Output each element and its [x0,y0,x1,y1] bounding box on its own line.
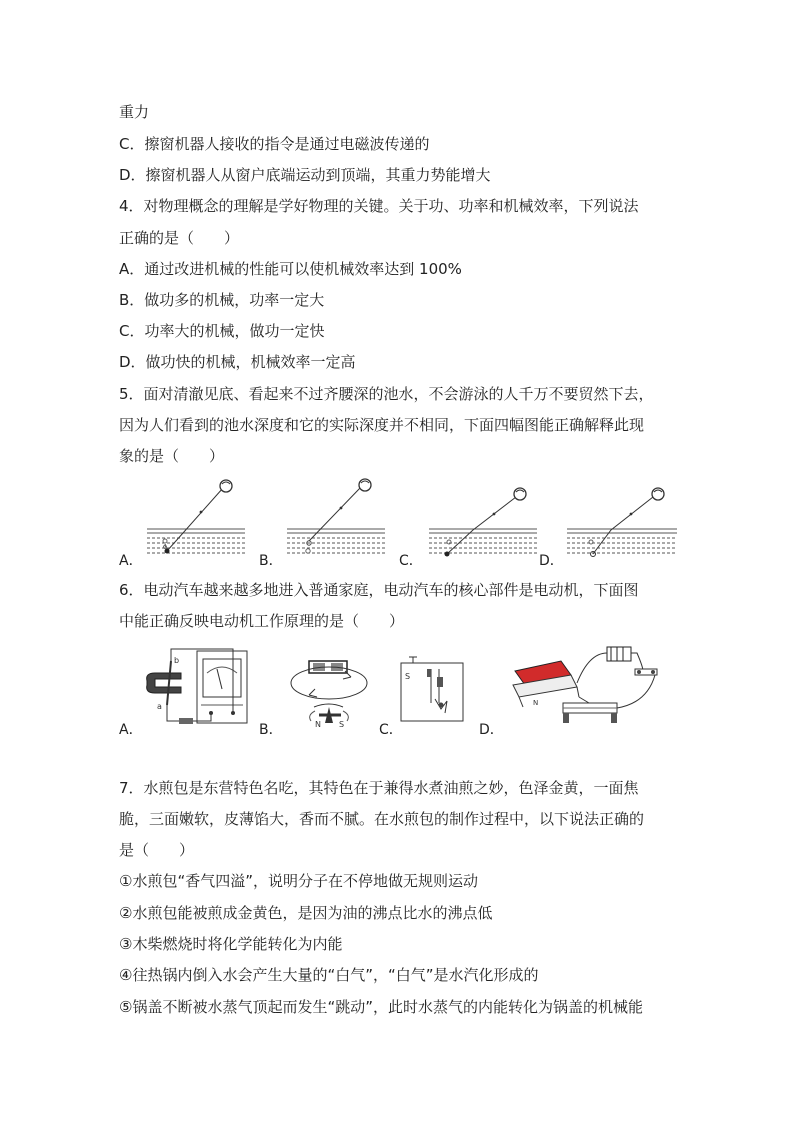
q6-c-label-s: S [405,672,411,681]
q7-item-2: ②水煎包能被煎成金黄色，是因为油的沸点比水的沸点低 [119,904,493,922]
q6-label-b: B． [259,722,283,738]
q6-figure-row [119,643,679,738]
q4-option-c: C．功率大的机械，做功一定快 [119,322,325,340]
q6-figure-a [119,643,259,738]
q7-stem-line2: 脆，三面嫩软，皮薄馅大，香而不腻。在水煎包的制作过程中，以下说法正确的 [119,810,645,828]
q5-label-a: A． [119,553,143,569]
q6-d-label-n: N [533,699,539,707]
q6-a-label-a: a [157,702,162,711]
q5-label-d: D． [539,553,564,569]
q6-label-a: A． [119,722,143,738]
q5-figure-c [399,478,539,568]
q5-figure-d [539,478,679,568]
q5-label-c: C． [399,553,423,569]
q5-figure-row [119,478,679,568]
q3-text-line: 重力 [119,103,150,121]
q7-item-5: ⑤锅盖不断被水蒸气顶起而发生“跳动”，此时水蒸气的内能转化为锅盖的机械能 [119,998,643,1016]
q5-figure-a [119,478,249,568]
q6-figure-b [259,643,379,738]
q6-label-c: C． [379,722,403,738]
q5-stem-line1: 5．面对清澈见底、看起来不过齐腰深的池水，不会游泳的人千万不要贸然下去， [119,385,654,403]
q5-label-b: B． [259,553,283,569]
q5-figure-b [259,478,389,568]
q5-stem-line2: 因为人们看到的池水深度和它的实际深度并不相同，下面四幅图能正确解释此现 [119,416,645,434]
q4-option-d: D．做功快的机械，机械效率一定高 [119,353,356,371]
q6-b-label-s: S [339,720,345,729]
q7-item-1: ①水煎包“香气四溢”，说明分子在不停地做无规则运动 [119,872,478,890]
q3-option-d: D．擦窗机器人从窗户底端运动到顶端，其重力势能增大 [119,166,491,184]
q7-item-3: ③木柴燃烧时将化学能转化为内能 [119,935,343,953]
q5-stem-line3: 象的是（ ） [119,447,225,465]
q7-item-4: ④往热锅内倒入水会产生大量的“白气”，“白气”是水汽化形成的 [119,966,539,984]
q7-stem-line1: 7．水煎包是东营特色名吃，其特色在于兼得水煮油煎之妙，色泽金黄，一面焦 [119,779,639,797]
q6-stem-line2: 中能正确反映电动机工作原理的是（ ） [119,612,405,630]
q6-b-label-n: N [315,720,321,729]
q6-figure-d [479,643,679,738]
q4-stem-line1: 4．对物理概念的理解是学好物理的关键。关于功、功率和机械效率，下列说法 [119,197,639,215]
q4-option-a: A．通过改进机械的性能可以使机械效率达到 100% [119,260,462,278]
q6-stem-line1: 6．电动汽车越来越多地进入普通家庭，电动汽车的核心部件是电动机，下面图 [119,581,639,599]
q6-label-d: D． [479,722,504,738]
q7-stem-line3: 是（ ） [119,841,195,859]
q4-option-b: B．做功多的机械，功率一定大 [119,291,325,309]
motor-diagram [479,643,679,738]
q6-a-label-b: b [174,656,180,665]
q4-stem-line2: 正确的是（ ） [119,229,240,247]
q3-option-c: C．擦窗机器人接收的指令是通过电磁波传递的 [119,135,430,153]
q6-figure-c [379,643,479,738]
